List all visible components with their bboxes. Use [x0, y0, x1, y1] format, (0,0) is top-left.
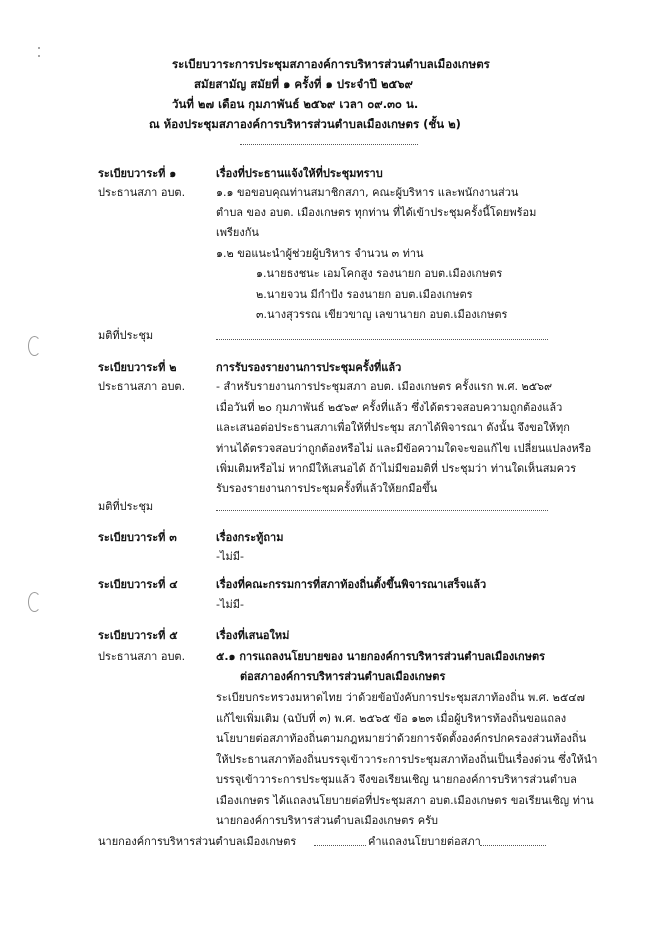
agenda3-label: ระเบียบวาระที่ ๓: [98, 531, 177, 544]
agenda1-person2: ๒.นายจวน มีกำปัง รองนายก อบต.เมืองเกษตร: [256, 288, 473, 301]
agenda2-line: เพิ่มเติมหรือไม่ หากมีให้เสนอได้ ถ้าไม่มีขอมติที่ ประชุมว่า ท่านใดเห็นสมควร: [216, 462, 577, 475]
agenda5-line: แก้ไขเพิ่มเติม (ฉบับที่ ๓) พ.ศ. ๒๕๖๕ ข้อ ๑๒๓ เมื่อผู้บริหารท้องถิ่นขอแถลง: [216, 712, 567, 725]
agenda1-item1-line2: ตำบล ของ อบต. เมืองเกษตร ทุกท่าน ที่ได้เข้าประชุมครั้งนี้โดยพร้อม: [216, 206, 537, 219]
agenda3-none: -ไม่มี-: [216, 550, 244, 563]
agenda1-resolution-blank: [216, 339, 548, 340]
agenda5-line: บรรจุเข้าวาระการประชุมแล้ว จึงขอเรียนเชิญ นายกองค์การบริหารส่วนตำบล: [216, 773, 577, 786]
footer-blank-1: [314, 845, 366, 846]
agenda5-title: เรื่องที่เสนอใหม่: [216, 629, 290, 642]
agenda2-resolution: มติที่ประชุม: [98, 500, 154, 513]
session-line: สมัยสามัญ สมัยที่ ๑ ครั้งที่ ๑ ประจำปี ๒๕๖๙: [194, 77, 413, 91]
agenda5-line: เมืองเกษตร ได้แถลงนโยบายต่อที่ประชุมสภา อบต.เมืองเกษตร ขอเรียนเชิญ ท่าน: [216, 794, 594, 807]
agenda5-speaker: ประธานสภา อบต.: [98, 650, 186, 663]
agenda4-none: -ไม่มี-: [216, 598, 244, 611]
agenda3-title: เรื่องกระทู้ถาม: [216, 531, 284, 544]
footer-text: คำแถลงนโยบายต่อสภา: [368, 835, 481, 848]
agenda1-label: ระเบียบวาระที่ ๑: [98, 167, 177, 180]
footer-blank-2: [480, 845, 546, 846]
agenda2-line: - สำหรับรายงานการประชุมสภา อบต. เมืองเกษตร ครั้งแรก พ.ศ. ๒๕๖๙: [216, 380, 553, 393]
agenda1-person1: ๑.นายธงชนะ เอมโคกสูง รองนายก อบต.เมืองเกษตร: [256, 267, 503, 280]
agenda1-resolution: มติที่ประชุม: [98, 329, 154, 342]
agenda5-line: นายกองค์การบริหารส่วนตำบลเมืองเกษตร ครับ: [216, 814, 439, 827]
agenda5-line: นโยบายต่อสภาท้องถิ่นตามกฎหมายว่าด้วยการจัดตั้งองค์กรปกครองส่วนท้องถิ่น: [216, 732, 587, 745]
date-line: วันที่ ๒๗ เดือน กุมภาพันธ์ ๒๕๖๙ เวลา ๐๙.๓๐ น.: [172, 97, 419, 111]
agenda1-speaker: ประธานสภา อบต.: [98, 186, 186, 199]
agenda2-line: เมื่อวันที่ ๒๐ กุมภาพันธ์ ๒๕๖๙ ครั้งที่แล้ว ซึ่งได้ตรวจสอบความถูกต้องแล้ว: [216, 401, 563, 414]
agenda5-subitem-line1: ๕.๑ การแถลงนโยบายของ นายกองค์การบริหารส่วนตำบลเมืองเกษตร: [216, 650, 546, 663]
footer-speaker: นายกองค์การบริหารส่วนตำบลเมืองเกษตร: [98, 835, 297, 848]
agenda2-resolution-blank: [216, 510, 548, 511]
agenda4-title: เรื่องที่คณะกรรมการที่สภาท้องถิ่นตั้งขึ้นพิจารณาเสร็จแล้ว: [216, 578, 487, 591]
agenda5-line: ให้ประธานสภาท้องถิ่นบรรจุเข้าวาระการประชุมสภาท้องถิ่นเป็นเรื่องด่วน ซึ่งให้นำ: [216, 753, 598, 766]
agenda1-item2: ๑.๒ ขอแนะนำผู้ช่วยผู้บริหาร จำนวน ๓ ท่าน: [216, 247, 424, 260]
agenda2-speaker: ประธานสภา อบต.: [98, 380, 186, 393]
agenda5-label: ระเบียบวาระที่ ๕: [98, 629, 178, 642]
agenda1-person3: ๓.นางสุวรรณ เขียวขาญ เลขานายก อบต.เมืองเกษตร: [256, 308, 508, 321]
agenda2-label: ระเบียบวาระที่ ๒: [98, 361, 177, 374]
agenda2-line: และเสนอต่อประธานสภาเพื่อให้ที่ประชุม สภาได้พิจารณา ดังนั้น จึงขอให้ทุก: [216, 421, 570, 434]
scan-mark: [38, 47, 40, 49]
header-divider: [240, 144, 418, 145]
agenda2-line: ท่านได้ตรวจสอบว่าถูกต้องหรือไม่ และมีข้อความใดจะขอแก้ไข เปลี่ยนแปลงหรือ: [216, 442, 592, 455]
punch-hole-bottom: [28, 592, 41, 612]
agenda5-line: ระเบียบกระทรวงมหาดไทย ว่าด้วยข้อบังคับการประชุมสภาท้องถิ่น พ.ศ. ๒๕๔๗: [216, 691, 585, 704]
scan-mark: [38, 55, 40, 57]
document-title: ระเบียบวาระการประชุมสภาองค์การบริหารส่วนตำบลเมืองเกษตร: [172, 57, 490, 71]
agenda2-line: รับรองรายงานการประชุมครั้งที่แล้วให้ยกมือขึ้น: [216, 482, 438, 495]
agenda1-item1-line3: เพรียงกัน: [216, 226, 259, 239]
agenda5-subitem-line2: ต่อสภาองค์การบริหารส่วนตำบลเมืองเกษตร: [240, 670, 446, 683]
agenda2-title: การรับรองรายงานการประชุมครั้งที่แล้ว: [216, 361, 402, 374]
agenda4-label: ระเบียบวาระที่ ๔: [98, 578, 178, 591]
agenda1-title: เรื่องที่ประธานแจ้งให้ที่ประชุมทราบ: [216, 167, 383, 180]
punch-hole-top: [28, 336, 41, 356]
agenda1-item1-line1: ๑.๑ ขอขอบคุณท่านสมาชิกสภา, คณะผู้บริหาร และพนักงานส่วน: [216, 186, 519, 199]
place-line: ณ ห้องประชุมสภาองค์การบริหารส่วนตำบลเมืองเกษตร (ชั้น ๒): [149, 117, 461, 131]
